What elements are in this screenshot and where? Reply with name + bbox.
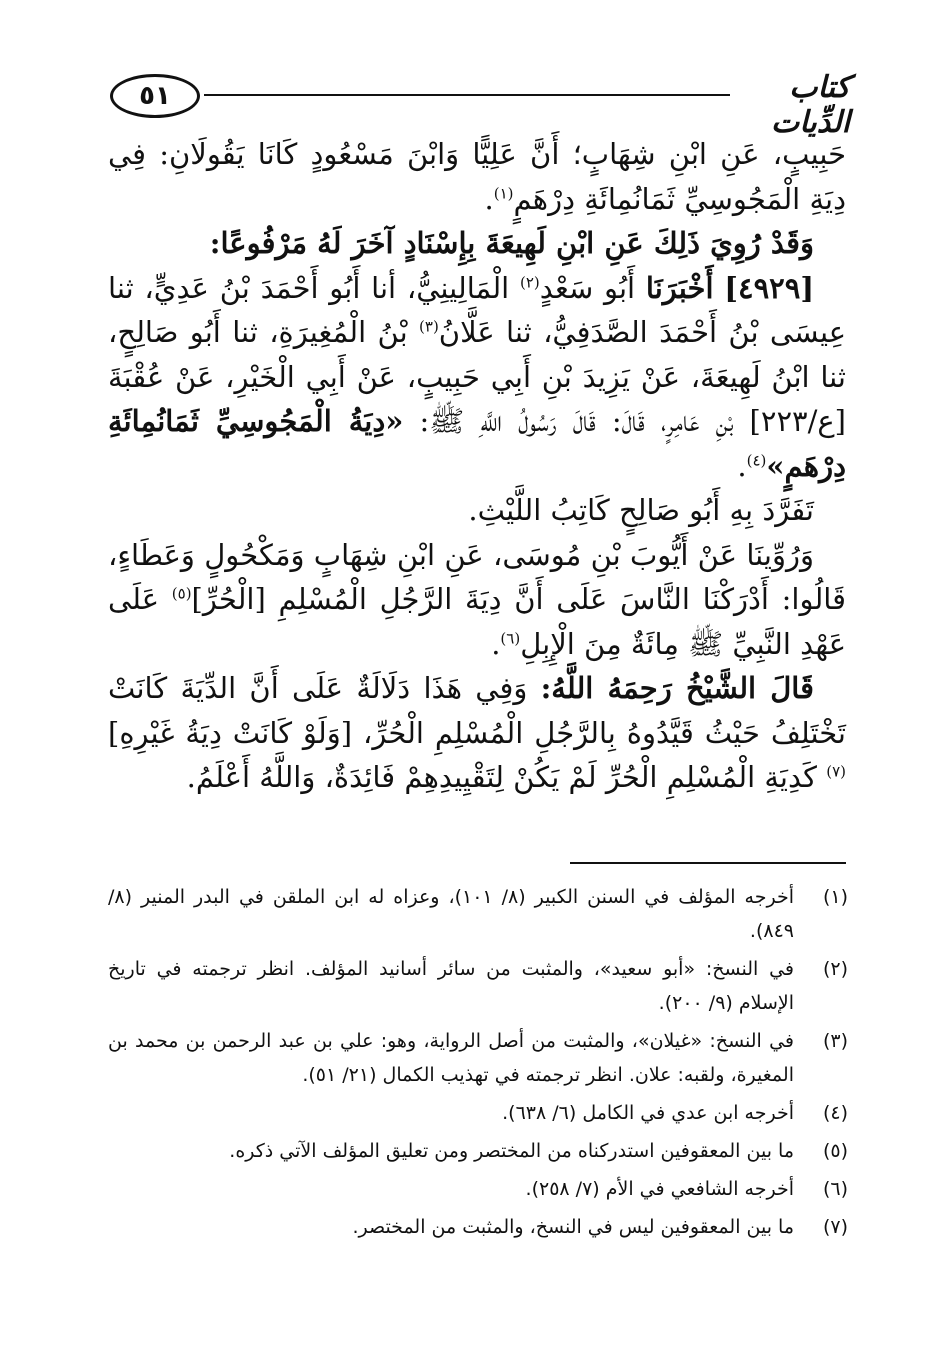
footnote-ref-4: (٤) <box>746 450 767 469</box>
footnote-text: أخرجه الشافعي في الأم (٧/ ٢٥٨). <box>525 1178 794 1200</box>
footnote-text: أخرجه ابن عدي في الكامل (٦/ ٦٣٨). <box>502 1102 794 1124</box>
footnote-ref-6: (٦) <box>500 628 521 647</box>
footnote <box>108 1134 848 1168</box>
footnote-ref-2: (٢) <box>519 272 540 291</box>
footnote-number: (١) <box>822 886 848 908</box>
paragraph-6-text-b: كَدِيَةِ الْمُسْلِمِ الْحُرِّ لَمْ يَكُنْ لِتَقْيِيدِهِمْ فَائِدَةٌ، وَاللَّهُ أَعْلَمُ. <box>186 760 817 794</box>
hadith-text-a: أَبُو سَعْدٍ <box>539 270 636 305</box>
paragraph-6 <box>108 666 846 800</box>
footnote-number: (٥) <box>822 1140 848 1162</box>
hadith-text-b: الْمَالِينِيُّ، أنا أَبُو أَحْمَدَ بْنُ عَدِيٍّ، ثنا عِيسَى بْنُ أَحْمَدَ الصَّدَفِيُّ، ثنا عَلَّانُ <box>108 270 846 349</box>
book-title: كتاب الدِّيات <box>771 70 850 140</box>
hadith-number: [٤٩٢٩] <box>724 270 815 305</box>
footnote <box>108 1096 848 1130</box>
hadith-quote: «دِيَةُ الْمَجُوسِيِّ ثَمَانُمِائَةِ دِرْهَمٍ» <box>108 404 846 483</box>
paragraph-4: تَفَرَّدَ بِهِ أَبُو صَالِحٍ كَاتِبُ اللَّيْثِ. <box>468 493 814 527</box>
footnote-text: ما بين المعقوفين ليس في النسخ، والمثبت من المختصر. <box>352 1216 794 1238</box>
main-text <box>108 132 846 800</box>
footnote-text: في النسخ: «أبو سعيد»، والمثبت من سائر أسانيد المؤلف. انظر ترجمته في تاريخ الإسلام (٩/ ٢٠٠). <box>108 958 794 1014</box>
footnote-ref-1: (١) <box>493 183 514 202</box>
paragraph-6-text-a: وَفِي هَذَا دَلَالَةٌ عَلَى أَنَّ الدِّيَةَ كَانَتْ تَخْتَلِفُ حَيْثُ قَيَّدُوهُ بِالرَّجُلِ الْمُسْلِمِ الْحُرِّ، [وَلَوْ كَانَتْ دِيَةُ غَيْرِهِ] <box>108 671 846 750</box>
footnote-text: أخرجه المؤلف في السنن الكبير (٨/ ١٠١)، وعزاه له ابن الملقن في البدر المنير (٨/ ٨٤٩). <box>108 886 794 942</box>
akhbarana-label: أَخْبَرَنَا <box>645 270 714 305</box>
hadith-4929: [٤٩٢٩] أَخْبَرَنَا أَبُو سَعْدٍ$^{(٢)}$ الْمَالِينِيُّ، أنا أَبُو أَحْمَدَ بْنُ عَدِيٍّ، ثنا عِيسَى بْنُ أَحْمَدَ الصَّدَفِيُّ، ثنا عَلَّانُ$^{(٣)}$ بْنُ الْمُغِيرَةِ، ثنا أَبُو صَالِحٍ، ثنا ابْنُ لَهِيعَةَ، عَنْ يَزِيدَ بْنِ أَبِي حَبِيبٍ، عَنْ أَبِي الْخَيْرِ، عَنْ عُقْبَةَ [ع/٢٢٣] بْنِ عَامِرٍ، قَالَ: قَالَ رَسُولُ اللَّهِ ﷺ: «دِيَةُ الْمَجُوسِيِّ ثَمَانُمِائَةِ دِرْهَمٍ»$^{(٤)}$. <box>108 270 846 483</box>
footnote-divider <box>570 862 846 864</box>
hadith-text-c: بْنُ الْمُغِيرَةِ، ثنا أَبُو صَالِحٍ، ثنا ابْنُ لَهِيعَةَ، عَنْ يَزِيدَ بْنِ أَبِي حَبِيبٍ، عَنْ أَبِي الْخَيْرِ، عَنْ عُقْبَةَ [ع/٢٢٣] بْنِ عَامِرٍ، قَالَ: قَالَ رَسُولُ اللَّهِ ﷺ: <box>108 315 846 438</box>
footnote <box>108 1172 848 1206</box>
sheikh-label: قَالَ الشَّيْخُ رَحِمَهُ اللَّهُ: <box>540 671 814 705</box>
page-header <box>100 68 850 140</box>
paragraph-5-text-b: عَلَى عَهْدِ النَّبِيِّ ﷺ مِائَةٌ مِنَ الْإِبِلِ <box>108 582 846 661</box>
paragraph-1-text: حَبِيبٍ، عَنِ ابْنِ شِهَابٍ؛ أَنَّ عَلِيًّا وَابْنَ مَسْعُودٍ كَانَا يَقُولَانِ: فِي دِيَةِ الْمَجُوسِيِّ ثَمَانُمِائَةِ دِرْهَمٍ <box>108 137 846 216</box>
footnote <box>108 952 848 1020</box>
footnote-number: (٧) <box>822 1216 848 1238</box>
footnote-number: (٤) <box>822 1102 848 1124</box>
page-number: ٥١ <box>110 74 200 118</box>
footnote-number: (٣) <box>822 1030 848 1052</box>
footnote <box>108 1210 848 1244</box>
footnote-text: في النسخ: «غيلان»، والمثبت من أصل الرواية، وهو: علي بن عبد الرحمن بن محمد بن المغيرة، ولقبه: علان. انظر ترجمته في تهذيب الكمال (٢١/ ٥١). <box>108 1030 794 1086</box>
footnotes <box>108 880 848 1248</box>
footnote-ref-3: (٣) <box>419 317 439 336</box>
footnote-ref-7: (٧) <box>826 762 846 781</box>
footnote-number: (٦) <box>822 1178 848 1200</box>
paragraph-2: وَقَدْ رُوِيَ ذَلِكَ عَنِ ابْنِ لَهِيعَةَ بِإِسْنَادٍ آخَرَ لَهُ مَرْفُوعًا: <box>209 226 814 260</box>
footnote-number: (٢) <box>822 958 848 980</box>
footnote <box>108 1024 848 1092</box>
header-rule <box>204 94 730 96</box>
footnote <box>108 880 848 948</box>
paragraph-5: وَرُوِّينَا عَنْ أَيُّوبَ بْنِ مُوسَى، عَنِ ابْنِ شِهَابٍ وَمَكْحُولٍ وَعَطَاءٍ، قَالُوا: أَدْرَكْنَا النَّاسَ عَلَى أَنَّ دِيَةَ الرَّجُلِ الْمُسْلِمِ [الْحُرِّ]$^{(٥)}$ عَلَى عَهْدِ النَّبِيِّ ﷺ مِائَةٌ مِنَ الْإِبِلِ$^{(٦)}$. <box>108 537 846 661</box>
footnote-ref-5: (٥) <box>171 584 192 603</box>
footnote-text: ما بين المعقوفين استدركناه من المختصر ومن تعليق المؤلف الآتي ذكره. <box>229 1140 794 1162</box>
paragraph-1: حَبِيبٍ، عَنِ ابْنِ شِهَابٍ؛ أَنَّ عَلِيًّا وَابْنَ مَسْعُودٍ كَانَا يَقُولَانِ: فِي دِيَةِ الْمَجُوسِيِّ ثَمَانُمِائَةِ دِرْهَمٍ$^{(١)}$. <box>108 137 846 216</box>
paragraph-5-text-a: وَرُوِّينَا عَنْ أَيُّوبَ بْنِ مُوسَى، عَنِ ابْنِ شِهَابٍ وَمَكْحُولٍ وَعَطَاءٍ، قَالُوا: أَدْرَكْنَا النَّاسَ عَلَى أَنَّ دِيَةَ الرَّجُلِ الْمُسْلِمِ [الْحُرِّ] <box>108 537 846 616</box>
